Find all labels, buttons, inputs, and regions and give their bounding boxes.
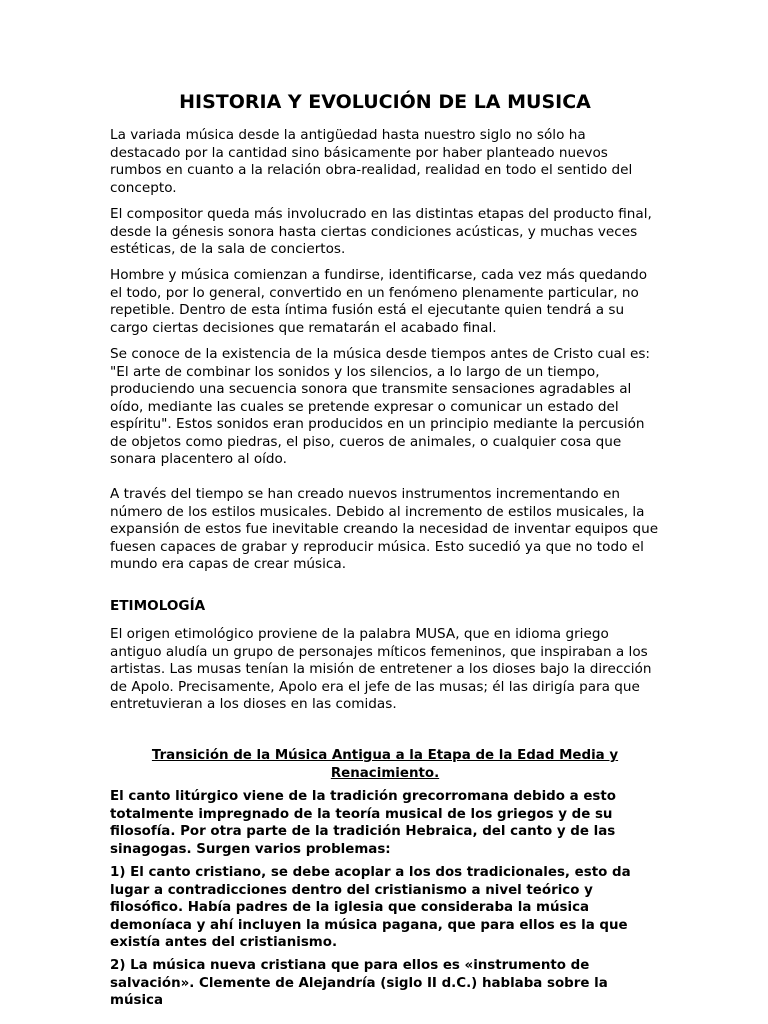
paragraph-existencia: Se conoce de la existencia de la música desde tiempos antes de Cristo cual es: "El arte de combinar los sonidos y los silencios, a lo largo de un tiempo, produciendo una secuencia sonora que transmite sensaciones agradables al oído, mediante las cuales se pretende expresar o comunicar un estado del espíritu". Estos sonidos eran producidos en un principio mediante la percusión de objetos como piedras, el piso, cueros de animales, o cualquier cosa que sonara placentero al oído. bbox=[110, 346, 651, 467]
section-heading-etimologia: ETIMOLOGÍA bbox=[110, 598, 206, 614]
paragraph-hombre-musica: Hombre y música comienzan a fundirse, identificarse, cada vez más quedando el todo, por lo general, convertido en un fenómeno plenamente particular, no repetible. Dentro de esta íntima fusión está el ejecutante quien tendrá a su cargo ciertas decisiones que rematarán el acabado final. bbox=[110, 267, 648, 336]
paragraph-instrumentos: A través del tiempo se han creado nuevos instrumentos incrementando en número de los estilos musicales. Debido al incremento de estilos musicales, la expansión de estos fue inevitable creando la necesidad de inventar equipos que fuesen capaces de grabar y reproducir música. Esto sucedió ya que no todo el mundo era capas de crear música. bbox=[110, 486, 659, 572]
section-heading-transicion: Transición de la Música Antigua a la Etapa de la Edad Media y Renacimiento. bbox=[151, 748, 619, 781]
document-title: HISTORIA Y EVOLUCIÓN DE LA MUSICA bbox=[179, 91, 591, 113]
paragraph-intro: La variada música desde la antigüedad hasta nuestro siglo no sólo ha destacado por la cantidad sino básicamente por haber planteado nuevos rumbos en cuanto a la relación obra-realidad, realidad en todo el sentido del concepto. bbox=[110, 127, 633, 196]
paragraph-etimologia: El origen etimológico proviene de la palabra MUSA, que en idioma griego antiguo aludía un grupo de personajes míticos femeninos, que inspiraban a los artistas. Las musas tenían la misión de entretener a los dioses bajo la dirección de Apolo. Precisamente, Apolo era el jefe de las musas; él las dirigía para que entretuvieran a los dioses en las comidas. bbox=[110, 626, 652, 712]
paragraph-compositor: El compositor queda más involucrado en las distintas etapas del producto final, desde la génesis sonora hasta ciertas condiciones acústicas, y muchas veces estéticas, de la sala de conciertos. bbox=[110, 206, 652, 257]
paragraph-canto-liturgico: El canto litúrgico viene de la tradición grecorromana debido a esto totalmente impregnado de la teoría musical de los griegos y de su filosofía. Por otra parte de la tradición Hebraica, del canto y de las sinagogas. Surgen varios problemas: bbox=[110, 789, 616, 857]
paragraph-problema-1: 1) El canto cristiano, se debe acoplar a los dos tradicionales, esto da lugar a contradicciones dentro del cristianismo a nivel teórico y filosófico. Había padres de la iglesia que consideraba la música demoníaca y ahí incluyen la música pagana, que para ellos es la que existía antes del cristianismo. bbox=[110, 865, 631, 950]
paragraph-problema-2: 2) La música nueva cristiana que para ellos es «instrumento de salvación». Clemente de Alejandría (siglo II d.C.) hablaba sobre la música bbox=[110, 958, 608, 1008]
